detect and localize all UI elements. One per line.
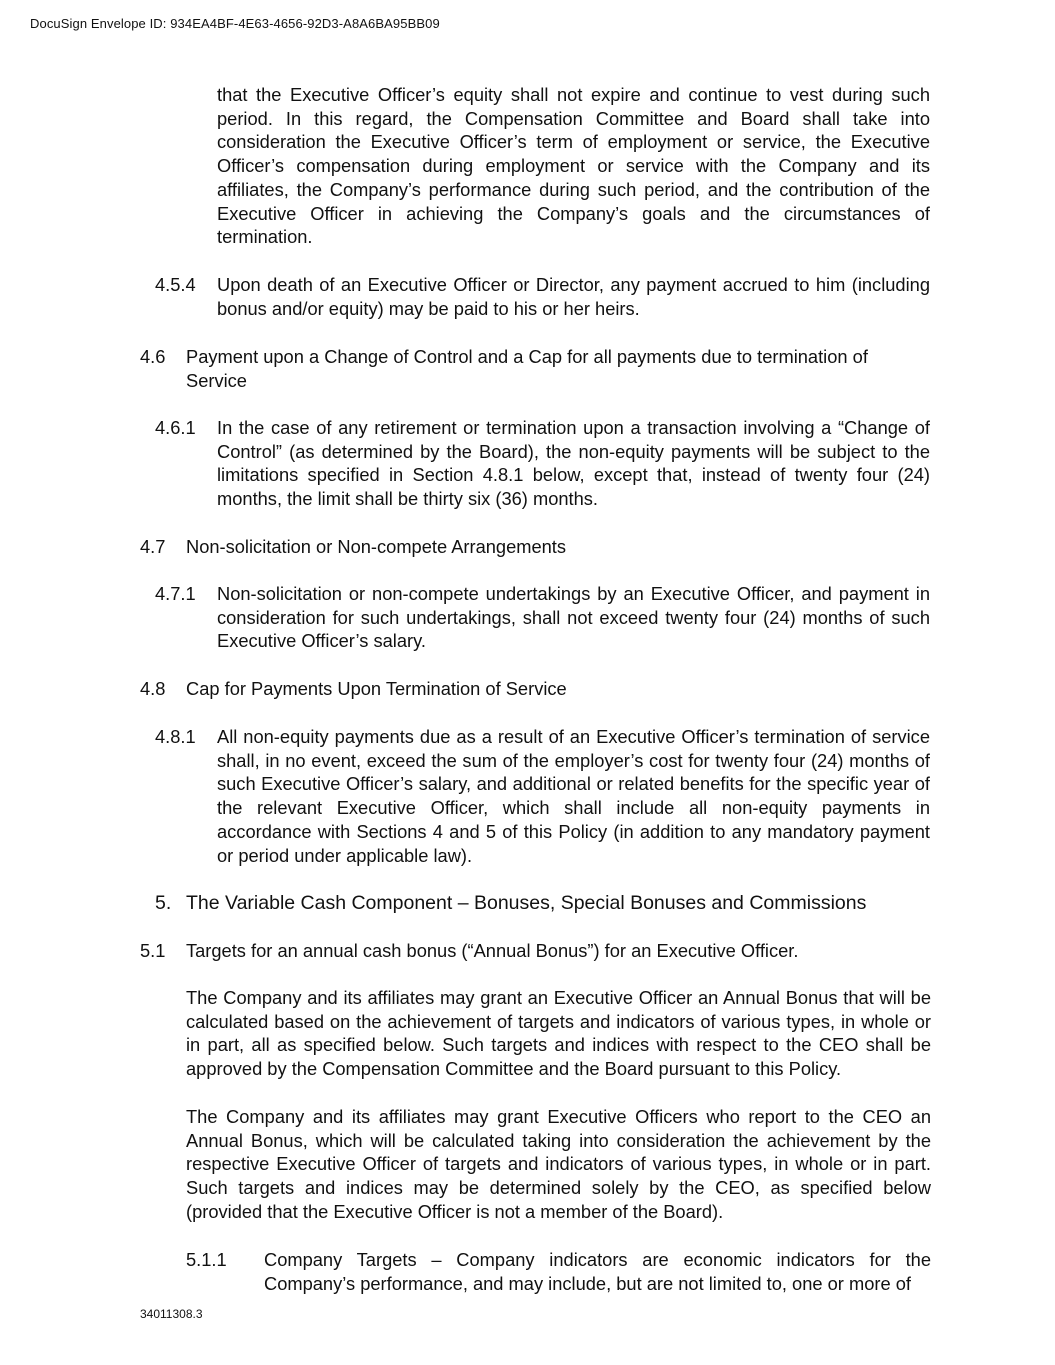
section-5-heading: The Variable Cash Component – Bonuses, Special Bonuses and Commissions	[186, 892, 867, 914]
section-number-4-7-1: 4.7.1	[155, 583, 196, 604]
section-4-6-1-text: In the case of any retirement or termination upon a transaction involving a “Change of Control” (as determined by the Board), the non-equity payments will be subject to the limitations specified in Section 4.8.1 below, except that, instead of twenty four (24) months, the limit shall be thirty six (36) months.	[217, 417, 930, 510]
section-4-8-heading: Cap for Payments Upon Termination of Service	[186, 678, 567, 699]
section-5-1-heading: Targets for an annual cash bonus (“Annual Bonus”) for an Executive Officer.	[186, 940, 799, 961]
section-number-4-6-1: 4.6.1	[155, 417, 196, 438]
docusign-envelope-id: DocuSign Envelope ID: 934EA4BF-4E63-4656-92D3-A8A6BA95BB09	[30, 16, 440, 31]
section-4-6-heading: Payment upon a Change of Control and a Cap for all payments due to termination of Service	[186, 346, 868, 391]
continuation-paragraph: that the Executive Officer’s equity shall not expire and continue to vest during such period. In this regard, the Compensation Committee and Board shall take into consideration the Executive Officer’s term of employment or service, the Executive Officer’s compensation during employment or service with the Company and its affiliates, the Company’s performance during such period, and the contribution of the Executive Officer in achieving the Company’s goals and the circumstances of termination.	[217, 84, 930, 248]
section-number-4-8-1: 4.8.1	[155, 726, 196, 747]
section-number-4-6: 4.6	[140, 346, 166, 367]
section-4-7-heading: Non-solicitation or Non-compete Arrangements	[186, 536, 567, 557]
section-number-4-5-4: 4.5.4	[155, 274, 196, 295]
section-4-8-1-text: All non-equity payments due as a result of an Executive Officer’s termination of service shall, in no event, exceed the sum of the employer’s cost for twenty four (24) months of such Executive Officer’s salary, and additional or related benefits for the specific year of the relevant Executive Officer, which shall include all non-equity payments in accordance with Sections 4 and 5 of this Policy (in addition to any mandatory payment or period under applicable law).	[217, 726, 930, 866]
section-number-5: 5.	[155, 892, 172, 914]
section-4-5-4-text: Upon death of an Executive Officer or Director, any payment accrued to him (including bonus and/or equity) may be paid to his or her heirs.	[217, 274, 930, 319]
section-number-5-1: 5.1	[140, 940, 166, 961]
section-4-7-1-text: Non-solicitation or non-compete undertakings by an Executive Officer, and payment in consideration for such undertakings, shall not exceed twenty four (24) months of such Executive Officer’s salary.	[217, 583, 930, 652]
section-number-5-1-1: 5.1.1	[186, 1249, 227, 1270]
section-number-4-7: 4.7	[140, 536, 166, 557]
section-5-1-paragraph-1: The Company and its affiliates may grant an Executive Officer an Annual Bonus that will be calculated based on the achievement of targets and indicators of various types, in whole or in part, all as specified below. Such targets and indices with respect to the CEO shall be approved by the Compensation Committee and the Board pursuant to this Policy.	[186, 987, 931, 1080]
section-5-1-paragraph-2: The Company and its affiliates may grant Executive Officers who report to the CEO an Annual Bonus, which will be calculated taking into consideration the achievement by the respective Executive Officer of targets and indicators of various types, in whole or in part. Such targets and indices may be determined solely by the CEO, as specified below (provided that the Executive Officer is not a member of the Board).	[186, 1106, 931, 1222]
section-5-1-1-text: Company Targets – Company indicators are economic indicators for the Company’s performance, and may include, but are not limited to, one or more of	[264, 1249, 931, 1294]
section-number-4-8: 4.8	[140, 678, 166, 699]
document-number: 34011308.3	[140, 1307, 203, 1321]
